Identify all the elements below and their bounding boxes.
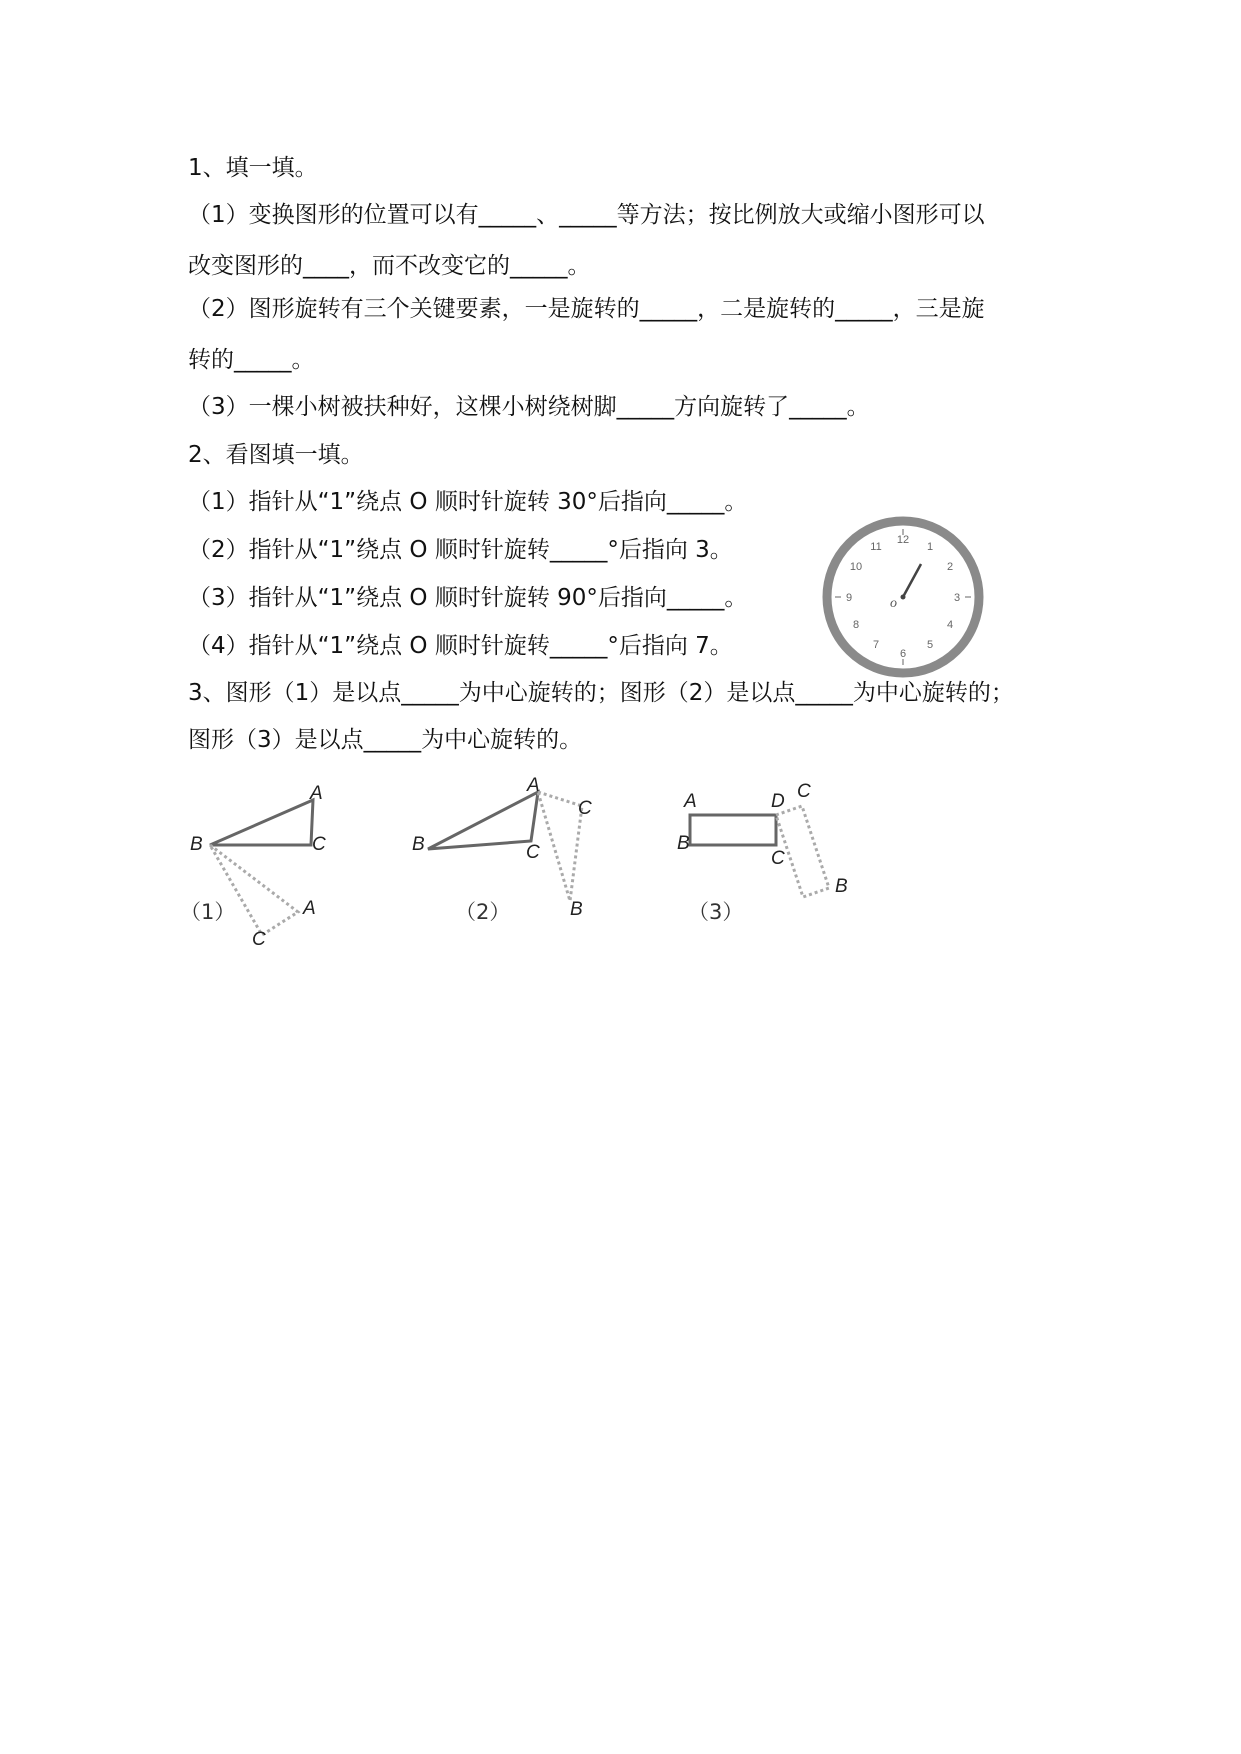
q1-title: 1、填一填。 <box>188 155 318 181</box>
fig3-label-b1: B <box>677 833 690 854</box>
fig1-label-a2: A <box>303 898 316 919</box>
clock-number-9: 9 <box>845 592 853 604</box>
fig3-caption: （3） <box>688 900 744 924</box>
q1-part1-line1: （1）变换图形的位置可以有_____、_____等方法；按比例放大或缩小图形可以 <box>188 202 985 228</box>
q1-part1-line2: 改变图形的____，而不改变它的_____。 <box>188 253 591 279</box>
fig3-label-b2: B <box>835 876 848 897</box>
clock-number-8: 8 <box>852 619 860 631</box>
q2-item-3: （3）指针从“1”绕点 O 顺时针旋转 90°后指向_____。 <box>188 585 748 611</box>
clock-number-7: 7 <box>872 639 880 651</box>
fig2-label-a: A <box>527 775 540 796</box>
fig2-label-b1: B <box>412 834 425 855</box>
fig3-original-rectangle <box>690 815 776 845</box>
clock-number-6: 6 <box>899 648 907 660</box>
clock-number-12: 12 <box>896 534 910 546</box>
clock-number-2: 2 <box>946 561 954 573</box>
clock-number-3: 3 <box>953 592 961 604</box>
clock-center-label: o <box>890 596 897 611</box>
q2-item-2: （2）指针从“1”绕点 O 顺时针旋转_____°后指向 3。 <box>188 537 733 563</box>
fig3-label-c1: C <box>771 848 785 869</box>
fig2-caption: （2） <box>455 900 511 924</box>
fig2-label-c2: C <box>578 798 592 819</box>
q2-title: 2、看图填一填。 <box>188 442 364 468</box>
q1-part2-line2: 转的_____。 <box>188 347 315 373</box>
clock-number-1: 1 <box>926 541 934 553</box>
fig3-label-a: A <box>684 791 697 812</box>
clock-number-10: 10 <box>849 561 863 573</box>
clock-number-5: 5 <box>926 639 934 651</box>
fig2-rotated-triangle <box>538 792 582 901</box>
fig1-label-c2: C <box>252 929 266 950</box>
clock-number-11: 11 <box>870 541 882 553</box>
fig1-caption: （1） <box>180 900 236 924</box>
q2-item-1: （1）指针从“1”绕点 O 顺时针旋转 30°后指向_____。 <box>188 489 748 515</box>
q1-part3: （3）一棵小树被扶种好，这棵小树绕树脚_____方向旋转了_____。 <box>188 394 870 420</box>
clock-number-4: 4 <box>946 619 954 631</box>
fig1-original-triangle <box>210 800 313 845</box>
q3-line1: 3、图形（1）是以点_____为中心旋转的；图形（2）是以点_____为中心旋转的； <box>188 680 1014 706</box>
fig1-label-b: B <box>190 834 203 855</box>
fig2-label-c1: C <box>526 842 540 863</box>
fig2-original-triangle <box>428 792 538 849</box>
fig2-label-b2: B <box>570 899 583 920</box>
fig3-label-c2: C <box>797 781 811 802</box>
fig1-label-a1: A <box>310 783 323 804</box>
q3-line2: 图形（3）是以点_____为中心旋转的。 <box>188 727 583 753</box>
q2-item-4: （4）指针从“1”绕点 O 顺时针旋转_____°后指向 7。 <box>188 633 733 659</box>
fig3-label-d: D <box>771 791 785 812</box>
q1-part2-line1: （2）图形旋转有三个关键要素，一是旋转的_____，二是旋转的_____，三是旋 <box>188 296 985 322</box>
fig1-label-c1: C <box>312 834 326 855</box>
